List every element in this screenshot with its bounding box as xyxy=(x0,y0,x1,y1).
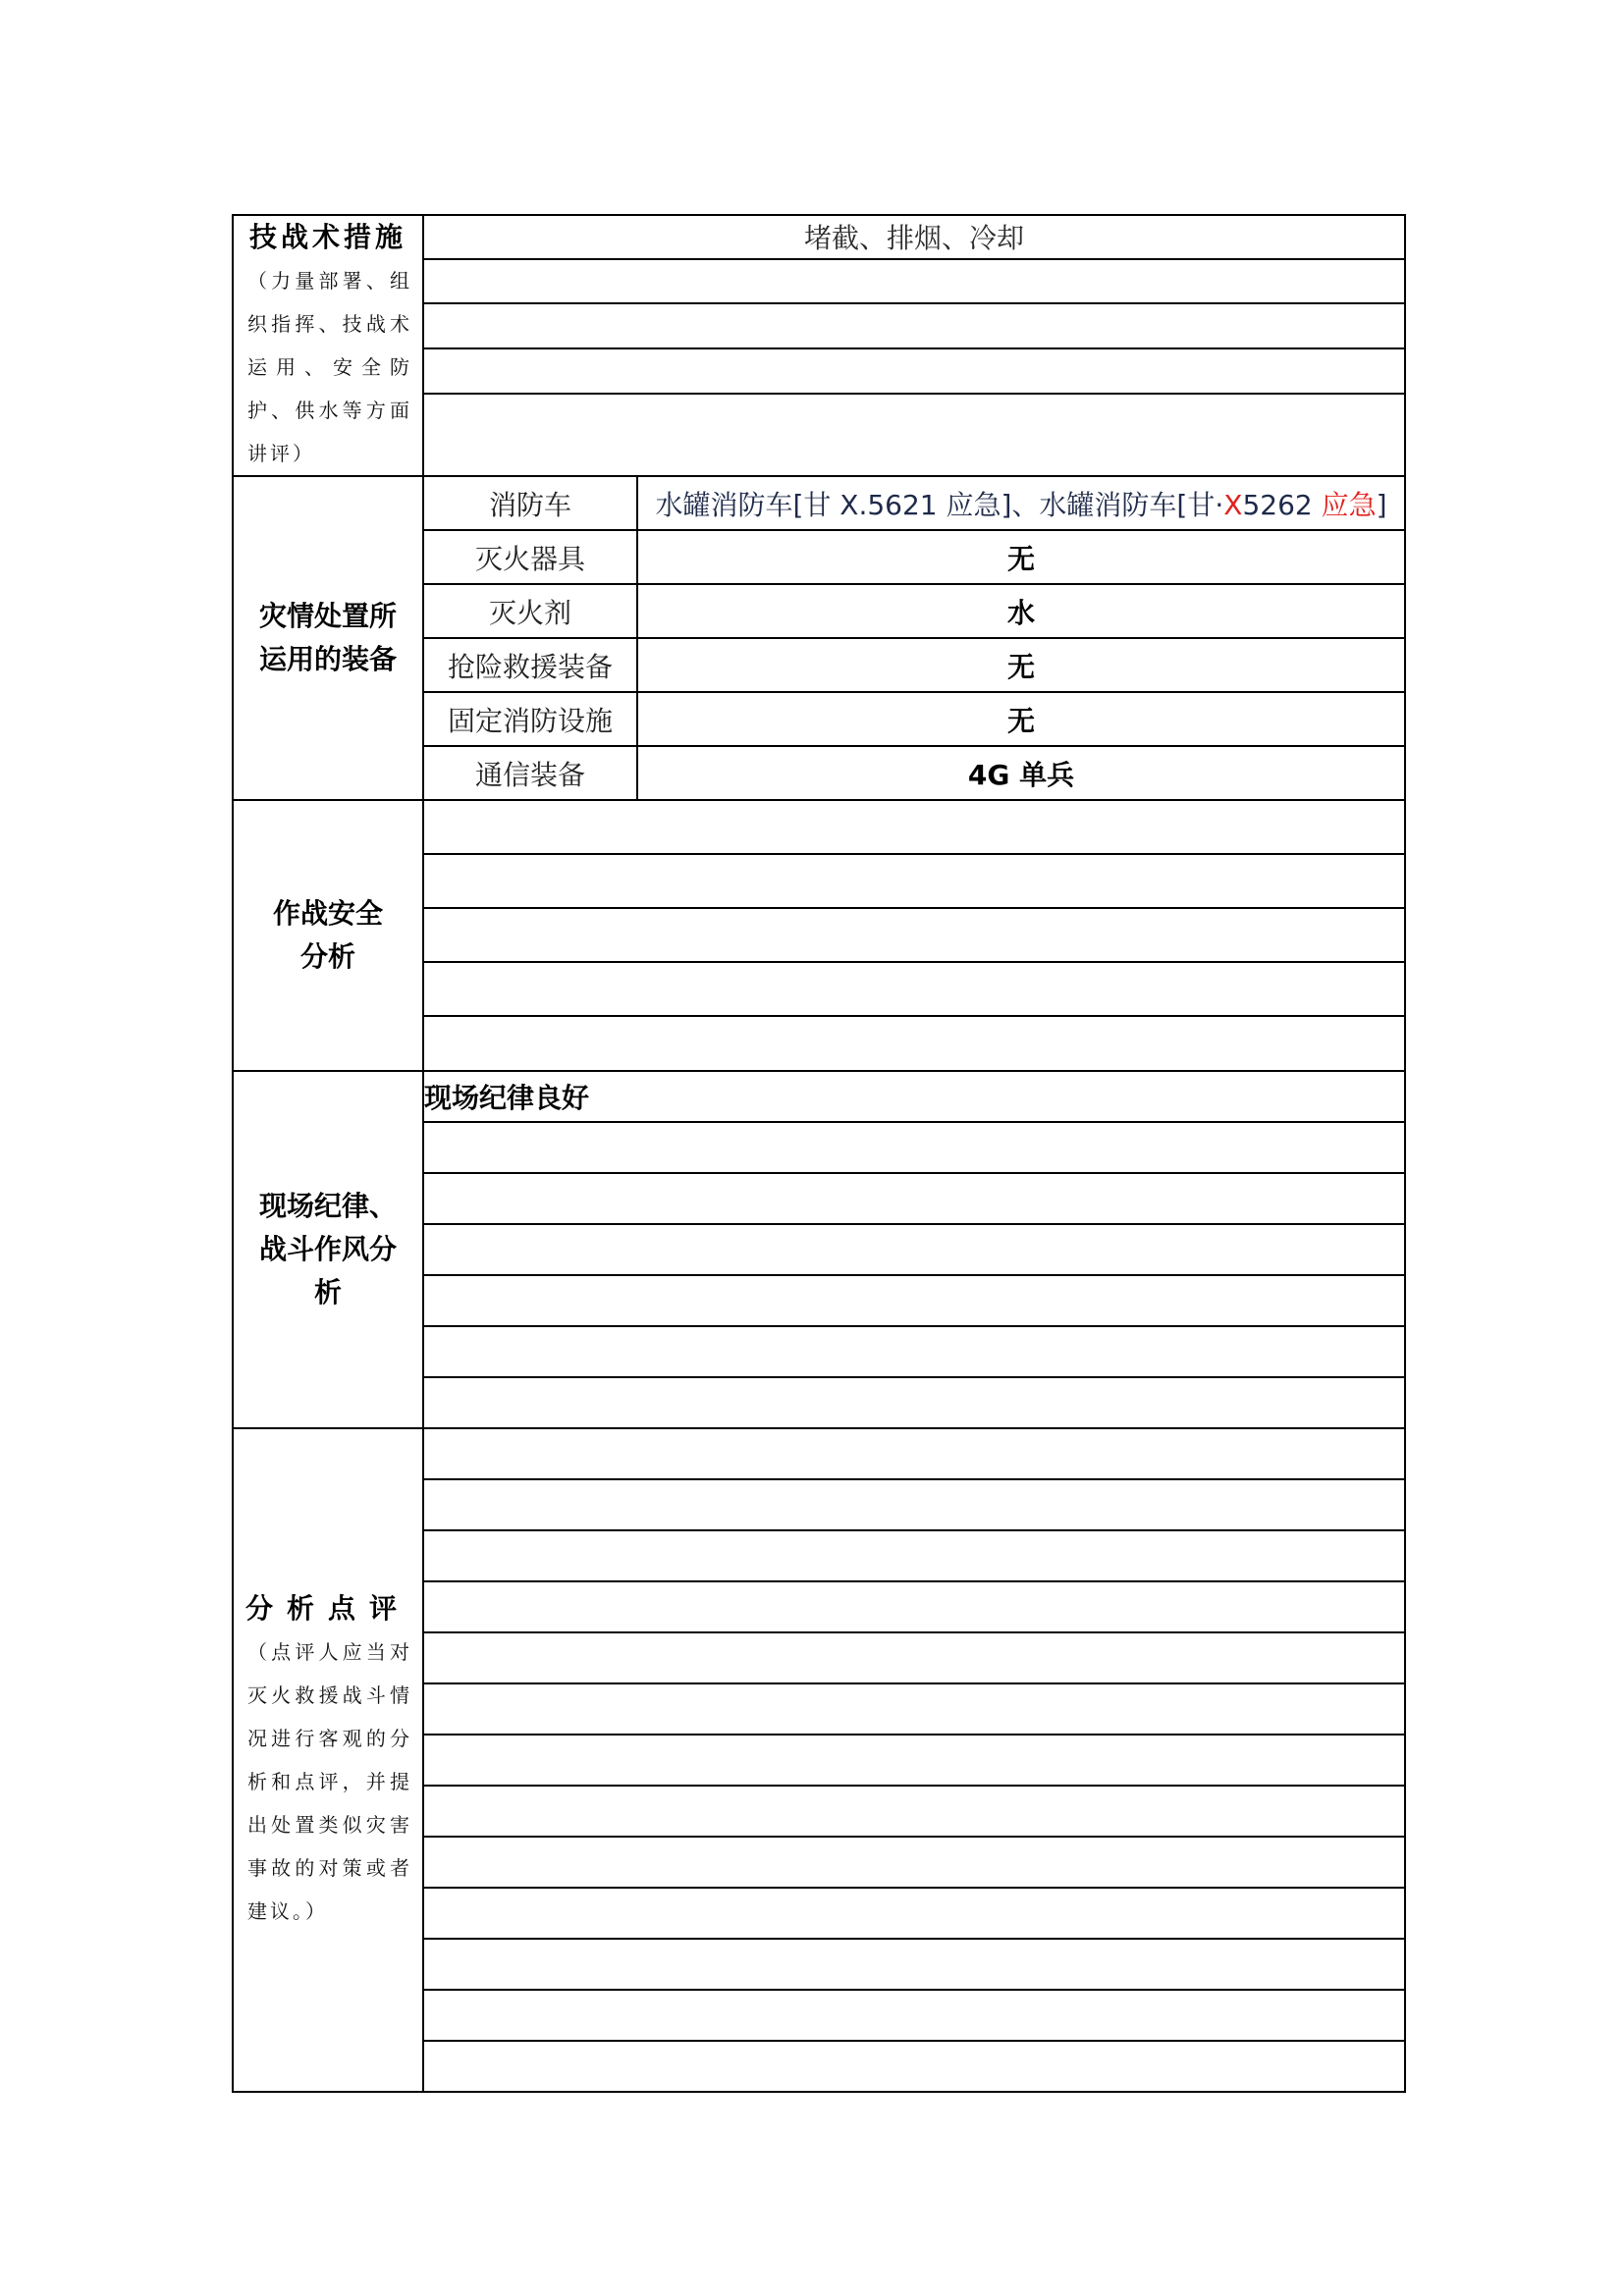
equipment-label-cell xyxy=(233,476,423,800)
review-label-cell xyxy=(233,1428,423,2092)
review-blank-line xyxy=(423,1632,1405,1683)
tactics-title: 技战术措施 xyxy=(248,221,406,253)
discipline-title-line3: 析 xyxy=(313,1276,342,1308)
discipline-blank-line xyxy=(423,1326,1405,1377)
safety-blank-line xyxy=(423,1016,1405,1071)
tactics-blank-line xyxy=(423,348,1405,394)
equipment-row-label: 通信装备 xyxy=(423,746,637,800)
fire-trucks-value xyxy=(637,476,1405,530)
safety-blank-line xyxy=(423,908,1405,962)
safety-blank-line xyxy=(423,962,1405,1016)
discipline-blank-line xyxy=(423,1377,1405,1428)
fire-trucks-text-1: 水罐消防车[甘 X.5621 应急]、水罐消防车[甘· xyxy=(655,488,1224,521)
review-blank-line xyxy=(423,1735,1405,1786)
safety-blank-line xyxy=(423,854,1405,908)
safety-title-line1: 作战安全 xyxy=(272,897,383,930)
review-title: 分析点评 xyxy=(244,1592,410,1625)
review-blank-line xyxy=(423,1786,1405,1837)
tactics-blank-line xyxy=(423,394,1405,476)
equipment-row-label: 抢险救援装备 xyxy=(423,638,637,692)
equipment-title-line1: 灾情处置所 xyxy=(258,600,397,632)
equipment-row-value: 水 xyxy=(637,584,1405,638)
safety-label-cell xyxy=(233,800,423,1071)
safety-blank-line xyxy=(423,800,1405,854)
equipment-row-label: 灭火器具 xyxy=(423,530,637,584)
tactics-blank-line xyxy=(423,303,1405,348)
review-blank-line xyxy=(423,1530,1405,1581)
fire-trucks-text-2: X xyxy=(1223,488,1243,521)
equipment-row-value: 无 xyxy=(637,692,1405,746)
discipline-label-cell xyxy=(233,1071,423,1428)
equipment-row-label: 消防车 xyxy=(423,476,637,530)
review-blank-line xyxy=(423,1837,1405,1888)
discipline-blank-line xyxy=(423,1122,1405,1173)
tactics-note: （力量部署、组织指挥、技战术运用、安全防护、供水等方面讲评） xyxy=(247,269,412,465)
review-blank-line xyxy=(423,1683,1405,1735)
equipment-title-line2: 运用的装备 xyxy=(258,643,397,675)
equipment-row-value: 无 xyxy=(637,530,1405,584)
review-note: （点评人应当对灭火救援战斗情况进行客观的分析和点评，并提出处置类似灾害事故的对策或者建议。） xyxy=(247,1640,412,1923)
discipline-title-line1: 现场纪律、 xyxy=(258,1190,397,1222)
tactics-blank-line xyxy=(423,259,1405,304)
fire-trucks-text-3: 5262 xyxy=(1242,488,1322,521)
review-blank-line xyxy=(423,2041,1405,2092)
discipline-blank-line xyxy=(423,1173,1405,1224)
review-blank-line xyxy=(423,1581,1405,1632)
fire-trucks-text-5: ] xyxy=(1376,488,1387,521)
discipline-blank-line xyxy=(423,1224,1405,1275)
tactics-label-cell xyxy=(233,215,423,476)
fire-trucks-text-4: 应急 xyxy=(1321,488,1377,521)
safety-title-line2: 分析 xyxy=(299,940,355,973)
review-blank-line xyxy=(423,1888,1405,1939)
equipment-row-label: 灭火剂 xyxy=(423,584,637,638)
review-blank-line xyxy=(423,1479,1405,1530)
discipline-title-line2: 战斗作风分 xyxy=(258,1233,397,1265)
review-blank-line xyxy=(423,1990,1405,2041)
equipment-row-value: 无 xyxy=(637,638,1405,692)
discipline-value: 现场纪律良好 xyxy=(423,1071,1405,1122)
discipline-blank-line xyxy=(423,1275,1405,1326)
tactics-value: 堵截、排烟、冷却 xyxy=(423,215,1405,259)
equipment-row-value: 4G 单兵 xyxy=(637,746,1405,800)
review-blank-line xyxy=(423,1939,1405,1990)
review-blank-line xyxy=(423,1428,1405,1479)
equipment-row-label: 固定消防设施 xyxy=(423,692,637,746)
incident-review-form xyxy=(232,214,1406,2093)
